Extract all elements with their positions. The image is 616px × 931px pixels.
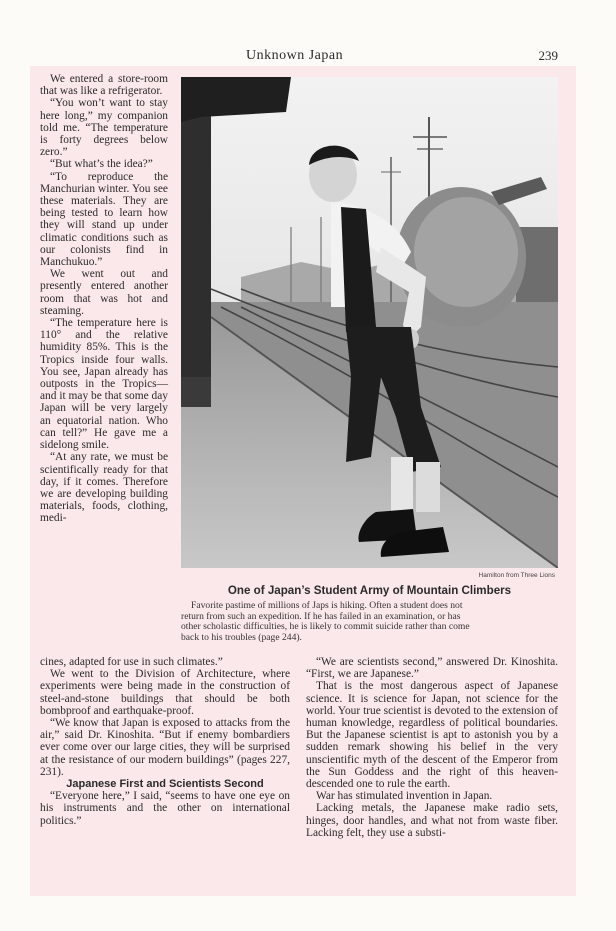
paragraph: “At any rate, we must be scientifically ready for that day, if it comes. Therefore we are developing building materials, foods, clothing, medi- bbox=[40, 451, 168, 525]
paragraph: “Everyone here,” I said, “seems to have one eye on his instruments and the other on international politics.” bbox=[40, 790, 290, 827]
paragraph: “The temperature here is 110° and the relative humidity 85%. This is the Tropics inside four walls. You see, Japan already has outposts in the Tropics—and it may be that some day Japan will be very largely an equatorial nation. Who can tell?” He gave me a sidelong smile. bbox=[40, 317, 168, 452]
paragraph: We entered a store-room that was like a refrigerator. bbox=[40, 73, 168, 98]
caption-line: back to his troubles (page 244). bbox=[181, 631, 302, 643]
left-column-top bbox=[40, 73, 168, 525]
right-column-bottom bbox=[306, 656, 558, 839]
paragraph: “We know that Japan is exposed to attacks from the air,” said Dr. Kinoshita. “But if enemy bombardiers ever come over our large cities, they will be surprised at the resistance of our modern buildings” (pages 227, 231). bbox=[40, 717, 290, 778]
running-title: Unknown Japan bbox=[246, 48, 344, 63]
caption-title: One of Japan’s Student Army of Mountain Climbers bbox=[227, 584, 512, 597]
left-column-bottom bbox=[40, 656, 290, 827]
hiker-photo bbox=[181, 77, 558, 568]
paragraph: “But what’s the idea?” bbox=[50, 158, 153, 171]
paragraph: We went out and presently entered another room that was hot and steaming. bbox=[40, 268, 168, 317]
paragraph: “You won’t want to stay here long,” my companion told me. “The temperature is forty degrees below zero.” bbox=[40, 97, 168, 159]
paragraph: That is the most dangerous aspect of Japanese science. It is science for Japan, not science for the world. Your true scientist is devoted to the extension of human knowledge, regardless of political boundaries. But the Japanese scientist is apt to astonish you by a sudden remark showing his belief in the very unscientific myth of the descent of the Emperor from the Sun Goddess and the right of this heaven-descended one to rule the earth. bbox=[306, 680, 558, 791]
caption-line: other scholastic difficulties, he is likely to commit suicide rather than come bbox=[181, 621, 470, 633]
caption-line: Favorite pastime of millions of Japs is hiking. Often a student does not bbox=[191, 600, 463, 611]
paragraph: “To reproduce the Manchurian winter. You see these materials. They are being tested to learn how they will stand up under climatic conditions such as our colonists find in Manchukuo.” bbox=[40, 170, 168, 269]
caption-line: return from such an expedition. If he has failed in an examination, or has bbox=[181, 610, 461, 622]
caption-body bbox=[181, 601, 558, 643]
paragraph: War has stimulated invention in Japan. bbox=[316, 790, 493, 803]
photo-credit: Hamilton from Three Lions bbox=[478, 572, 555, 579]
section-subheading: Japanese First and Scientists Second bbox=[66, 778, 264, 791]
paragraph: Lacking metals, the Japanese make radio sets, hinges, door handles, and what not from waste fiber. Lacking felt, they use a substi- bbox=[306, 802, 558, 839]
running-head bbox=[0, 48, 616, 68]
paragraph: We went to the Division of Architecture, where experiments were being made in the construction of steel-and-stone buildings that should be both bombproof and earthquake-proof. bbox=[40, 668, 290, 717]
paragraph-continuation: cines, adapted for use in such climates.” bbox=[40, 656, 223, 668]
paragraph: “We are scientists second,” answered Dr. Kinoshita. “First, we are Japanese.” bbox=[306, 656, 558, 681]
page-number: 239 bbox=[538, 48, 558, 63]
